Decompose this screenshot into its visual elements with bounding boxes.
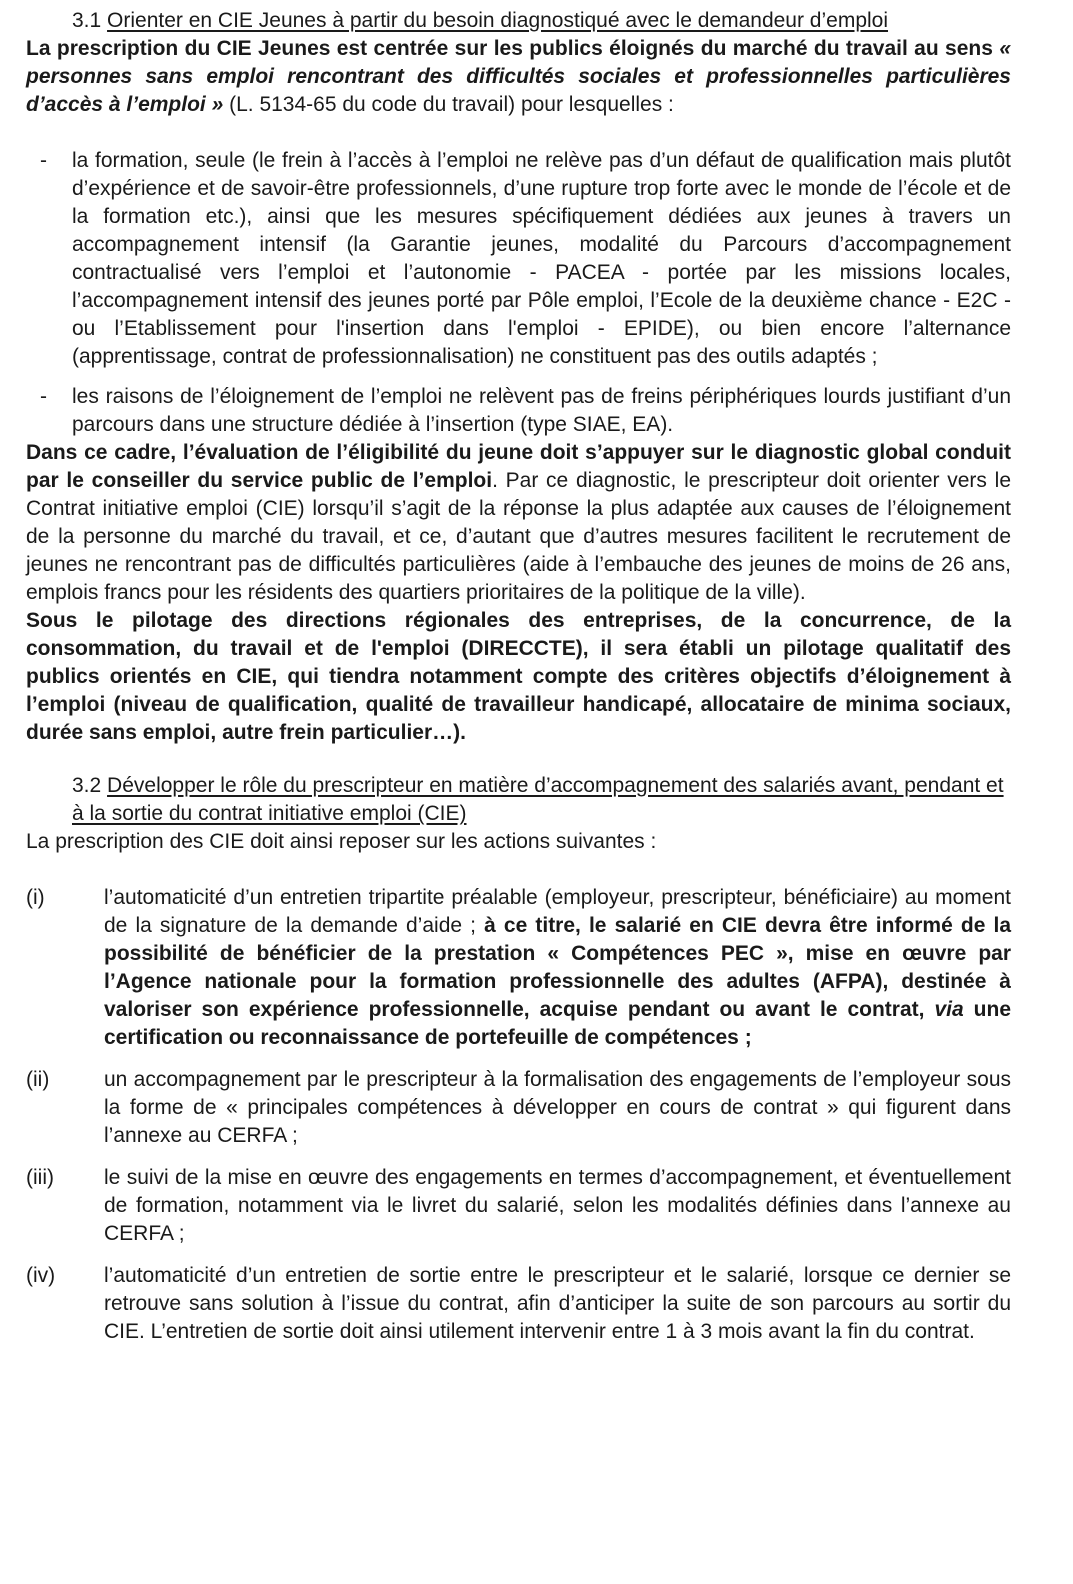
dash-list [26,147,1011,439]
list-item-text: l’automaticité d’un entretien de sortie entre le prescripteur et le salarié, lorsque ce dernier se retrouve sans solution à l’issue du contrat, afin d’anticiper la suite de son parcours au sortir du CIE. L’entretien de sortie doit ainsi utilement intervenir entre 1 à 3 mois avant la fin du contrat. [104,1264,1011,1343]
bold-text: à ce titre, le salarié en CIE devra être informé de la possibilité de bénéficier de la prestation « Compétences PEC », mise en œuvre par l’Agence nationale pour la formation professionnelle des adultes (AFPA), destinée à valoriser son expérience professionnelle, acquise pendant ou avant le contrat, [104,914,1012,1021]
section-3-1-heading [26,0,1011,35]
list-item [26,147,1011,371]
list-item-text: le suivi de la mise en œuvre des engagements en termes d’accompagnement, et éventuellement de formation, notamment via le livret du salarié, selon les modalités définies dans l’annexe au CERFA ; [104,1166,1011,1245]
paragraph-target-public [26,35,1011,119]
list-item [26,383,1011,439]
list-marker: - [40,385,47,408]
bold-text: Dans ce cadre, l’évaluation de l’éligibilité du jeune doit s’appuyer sur le diagnostic global conduit par le conseiller du service public de l’emploi [26,441,1011,492]
regular-text: (L. 5134-65 du code du travail) pour lesquelles : [223,93,674,116]
bold-text: La prescription du CIE Jeunes est centrée sur les publics éloignés du marché du travail au sens [26,37,1000,60]
list-marker: (ii) [26,1068,50,1091]
paragraph-pilotage [26,607,1011,747]
list-item-text: un accompagnement par le prescripteur à la formalisation des engagements de l’employeur sous la forme de « principales compétences à développer en cours de contrat » qui figurent dans l’annexe au CERFA ; [104,1068,1011,1147]
list-marker: (i) [26,886,45,909]
list-item-text: les raisons de l’éloignement de l’emploi ne relèvent pas de freins périphériques lourds justifiant d’un parcours dans une structure dédiée à l’insertion (type SIAE, EA). [72,385,1011,436]
list-item [26,884,1011,1052]
list-marker: (iv) [26,1264,56,1287]
regular-text: l’automaticité d’un entretien tripartite préalable (employeur, prescripteur, bénéficiaire) au moment de la signature de la demande d’aide ; [104,886,1011,937]
bold-text: une certification ou reconnaissance de portefeuille de compétences ; [104,998,1011,1049]
list-marker: - [40,149,47,172]
roman-list [26,884,1011,1346]
section-title: Orienter en CIE Jeunes à partir du besoin diagnostiqué avec le demandeur d’emploi [107,9,889,32]
list-item [26,1066,1011,1150]
bold-italic-text: via [934,998,964,1021]
list-item-text: la formation, seule (le frein à l’accès à l’emploi ne relève pas d’un défaut de qualification mais plutôt d’expérience et de savoir-être professionnels, d’une rupture trop forte avec le monde de l’école et de la formation etc.), ainsi que les mesures spécifiquement dédiées aux jeunes à travers un accompagnement intensif (la Garantie jeunes, modalité du Parcours d’accompagnement contractualisé vers l’emploi et l’autonomie - PACEA - portée par les missions locales, l’accompagnement intensif des jeunes porté par Pôle emploi, l’Ecole de la deuxième chance - E2C - ou l’Etablissement pour l'insertion dans l'emploi - EPIDE), ou bien encore l’alternance (apprentissage, contrat de professionnalisation) ne constituent pas des outils adaptés ; [72,149,1011,368]
list-item [26,1164,1011,1248]
section-number: 3.2 [72,774,102,797]
paragraph-eligibility [26,439,1011,607]
section-title: Développer le rôle du prescripteur en matière d’accompagnement des salariés avant, pendant et à la sortie du contrat initiative emploi (CIE) [72,774,1004,825]
section-number: 3.1 [72,9,102,32]
bold-text: Sous le pilotage des directions régionales des entreprises, de la concurrence, de la consommation, du travail et de l'emploi (DIRECCTE), il sera établi un pilotage qualitatif des publics orientés en CIE, qui tiendra notamment compte des critères objectifs d’éloignement à l’emploi (niveau de qualification, qualité de travailleur handicapé, allocataire de minima sociaux, durée sans emploi, autre frein particulier…). [26,609,1011,744]
regular-text: . Par ce diagnostic, le prescripteur doit orienter vers le Contrat initiative emploi (CIE) lorsqu’il s’agit de la réponse la plus adaptée aux causes de l’éloignement de la personne du marché du travail, et ce, d’autant que d’autres mesures facilitent le recrutement de jeunes ne rencontrant pas de difficultés particulières (aide à l’embauche des jeunes de moins de 26 ans, emplois francs pour les résidents des quartiers prioritaires de la politique de la ville). [26,469,1012,604]
regular-text: La prescription des CIE doit ainsi reposer sur les actions suivantes : [26,830,657,853]
bold-italic-quote: « personnes sans emploi rencontrant des difficultés sociales et professionnelles particulières d’accès à l’emploi » [26,37,1011,116]
list-item [26,1262,1011,1346]
section-3-2-heading [26,772,1011,828]
paragraph-actions-intro [26,828,1011,856]
list-marker: (iii) [26,1166,54,1189]
